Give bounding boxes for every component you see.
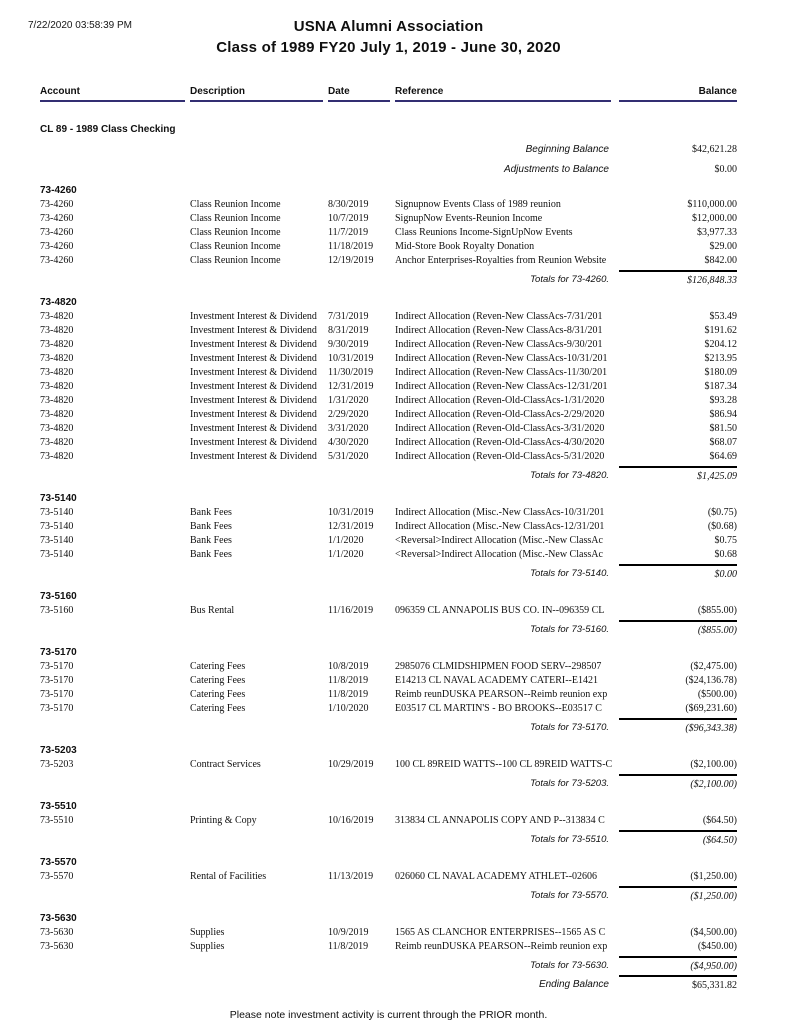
reference-cell: Signupnow Events Class of 1989 reunion [395,199,561,210]
table-row [40,255,737,269]
account-cell: 73-4820 [40,423,74,434]
account-cell: 73-4820 [40,353,74,364]
table-row [40,381,737,395]
reference-cell: Indirect Allocation (Reven-New ClassAcs-9/30/201 [395,339,603,350]
amount-cell: ($24,136.78) [685,675,737,686]
section-totals-row [40,718,737,735]
account-cell: 73-5170 [40,689,74,700]
table-row [40,311,737,325]
reference-cell: Indirect Allocation (Reven-Old-ClassAcs-1/31/2020 [395,395,605,406]
table-row [40,661,737,675]
account-group-title: CL 89 - 1989 Class Checking [40,124,176,135]
section-totals-row [40,774,737,791]
table-row [40,507,737,521]
account-cell: 73-5160 [40,605,74,616]
date-cell: 10/29/2019 [328,759,374,770]
section-totals-row [40,564,737,581]
date-cell: 11/8/2019 [328,689,369,700]
amount-cell: ($450.00) [697,941,737,952]
reference-cell: Class Reunions Income-SignUpNow Events [395,227,573,238]
amount-cell: ($64.50) [702,815,737,826]
amount-cell: ($2,475.00) [690,661,737,672]
reference-cell: SignupNow Events-Reunion Income [395,213,543,224]
reference-cell: 096359 CL ANNAPOLIS BUS CO. IN--096359 CL [395,605,605,616]
amount-cell: ($855.00) [697,605,737,616]
reference-cell: Indirect Allocation (Reven-New ClassAcs-12/31/201 [395,381,608,392]
section-code-heading: 73-5570 [40,857,77,868]
amount-cell: ($69,231.60) [685,703,737,714]
reference-cell: Indirect Allocation (Reven-Old-ClassAcs-3/31/2020 [395,423,605,434]
date-cell: 8/31/2019 [328,325,369,336]
ledger-section [40,647,737,735]
description-cell: Catering Fees [190,661,246,672]
section-totals-label: Totals for 73-5160. [530,624,609,635]
amount-cell: $12,000.00 [692,213,737,224]
description-cell: Investment Interest & Dividend [190,423,317,434]
account-cell: 73-4820 [40,409,74,420]
description-cell: Bank Fees [190,549,232,560]
date-cell: 10/9/2019 [328,927,369,938]
column-header-balance: Balance [619,86,737,102]
description-cell: Class Reunion Income [190,213,281,224]
reference-cell: 1565 AS CLANCHOR ENTERPRISES--1565 AS C [395,927,606,938]
table-row [40,675,737,689]
reference-cell: Indirect Allocation (Reven-New ClassAcs-8/31/201 [395,325,603,336]
date-cell: 11/16/2019 [328,605,374,616]
description-cell: Class Reunion Income [190,227,281,238]
amount-cell: ($2,100.00) [690,759,737,770]
date-cell: 9/30/2019 [328,339,369,350]
ledger-section [40,185,737,287]
description-cell: Catering Fees [190,675,246,686]
section-totals-row [40,270,737,287]
account-cell: 73-5140 [40,521,74,532]
description-cell: Investment Interest & Dividend [190,311,317,322]
amount-cell: ($4,500.00) [690,927,737,938]
section-totals-row [40,830,737,847]
amount-cell: $842.00 [704,255,737,266]
description-cell: Bus Rental [190,605,235,616]
date-cell: 1/31/2020 [328,395,369,406]
amount-cell: $93.28 [709,395,737,406]
reference-cell: Indirect Allocation (Reven-Old-ClassAcs-5/31/2020 [395,451,605,462]
account-cell: 73-5170 [40,675,74,686]
reference-cell: <Reversal>Indirect Allocation (Misc.-New ClassAc [395,535,603,546]
reference-cell: <Reversal>Indirect Allocation (Misc.-New ClassAc [395,549,603,560]
section-totals-label: Totals for 73-5203. [530,778,609,789]
table-row [40,213,737,227]
section-totals-amount: ($855.00) [619,620,737,637]
date-cell: 11/8/2019 [328,941,369,952]
amount-cell: $53.49 [709,311,737,322]
account-cell: 73-4260 [40,213,74,224]
section-totals-label: Totals for 73-5630. [530,960,609,971]
table-row [40,367,737,381]
reference-cell: Reimb reunDUSKA PEARSON--Reimb reunion exp [395,941,608,952]
ledger-section [40,801,737,847]
section-totals-label: Totals for 73-4260. [530,274,609,285]
beginning-balance-label: Beginning Balance [525,144,609,155]
reference-cell: Anchor Enterprises-Royalties from Reunion Website [395,255,607,266]
date-cell: 10/31/2019 [328,353,374,364]
column-headers [40,86,737,102]
section-code-heading: 73-4260 [40,185,77,196]
date-cell: 10/16/2019 [328,815,374,826]
table-row [40,941,737,955]
reference-cell: Indirect Allocation (Reven-Old-ClassAcs-2/29/2020 [395,409,605,420]
description-cell: Investment Interest & Dividend [190,325,317,336]
account-cell: 73-5140 [40,507,74,518]
date-cell: 10/31/2019 [328,507,374,518]
account-cell: 73-4820 [40,451,74,462]
section-totals-row [40,886,737,903]
amount-cell: $213.95 [704,353,737,364]
column-header-account: Account [40,86,185,102]
table-row [40,871,737,885]
account-cell: 73-4820 [40,339,74,350]
amount-cell: $204.12 [704,339,737,350]
table-row [40,605,737,619]
section-totals-label: Totals for 73-5170. [530,722,609,733]
amount-cell: ($0.68) [707,521,737,532]
account-cell: 73-5570 [40,871,74,882]
table-row [40,703,737,717]
table-row [40,521,737,535]
report-header [40,14,737,56]
table-row [40,423,737,437]
table-row [40,199,737,213]
description-cell: Investment Interest & Dividend [190,367,317,378]
description-cell: Investment Interest & Dividend [190,381,317,392]
date-cell: 8/30/2019 [328,199,369,210]
amount-cell: $191.62 [704,325,737,336]
account-cell: 73-5170 [40,703,74,714]
section-totals-amount: $0.00 [619,564,737,581]
date-cell: 11/8/2019 [328,675,369,686]
amount-cell: ($1,250.00) [690,871,737,882]
section-code-heading: 73-5140 [40,493,77,504]
reference-cell: E14213 CL NAVAL ACADEMY CATERI--E1421 [395,675,598,686]
ledger-sections [40,185,737,973]
ledger-section [40,913,737,973]
description-cell: Catering Fees [190,689,246,700]
date-cell: 1/10/2020 [328,703,369,714]
section-totals-amount: $1,425.09 [619,466,737,483]
reference-cell: 100 CL 89REID WATTS--100 CL 89REID WATTS-C [395,759,613,770]
ending-balance-label: Ending Balance [538,979,609,990]
amount-cell: ($500.00) [697,689,737,700]
ledger-section [40,745,737,791]
account-cell: 73-4260 [40,241,74,252]
amount-cell: $29.00 [709,241,737,252]
beginning-balance-row [40,135,737,155]
section-totals-amount: $126,848.33 [619,270,737,287]
section-code-heading: 73-5630 [40,913,77,924]
description-cell: Class Reunion Income [190,241,281,252]
amount-cell: $187.34 [704,381,737,392]
ledger-section [40,297,737,483]
description-cell: Investment Interest & Dividend [190,451,317,462]
amount-cell: ($0.75) [707,507,737,518]
date-cell: 10/7/2019 [328,213,369,224]
table-row [40,535,737,549]
date-cell: 11/18/2019 [328,241,374,252]
account-cell: 73-4820 [40,325,74,336]
account-cell: 73-5630 [40,927,74,938]
account-cell: 73-5510 [40,815,74,826]
description-cell: Supplies [190,927,225,938]
table-row [40,241,737,255]
adjustments-label: Adjustments to Balance [503,164,609,175]
column-header-reference: Reference [395,86,611,102]
print-timestamp: 7/22/2020 03:58:39 PM [28,20,132,31]
description-cell: Bank Fees [190,507,232,518]
adjustments-row [40,155,737,175]
table-row [40,927,737,941]
description-cell: Printing & Copy [190,815,257,826]
section-totals-row [40,466,737,483]
amount-cell: $81.50 [709,423,737,434]
table-row [40,325,737,339]
amount-cell: $0.75 [714,535,737,546]
table-row [40,549,737,563]
report-title: USNA Alumni Association [293,18,484,35]
date-cell: 11/13/2019 [328,871,374,882]
section-totals-label: Totals for 73-5570. [530,890,609,901]
table-row [40,759,737,773]
amount-cell: $110,000.00 [687,199,737,210]
date-cell: 2/29/2020 [328,409,369,420]
ending-balance-row [40,975,737,995]
date-cell: 5/31/2020 [328,451,369,462]
section-code-heading: 73-5510 [40,801,77,812]
amount-cell: $86.94 [709,409,737,420]
table-row [40,689,737,703]
beginning-balance-value: $42,621.28 [692,144,737,155]
reference-cell: E03517 CL MARTIN'S - BO BROOKS--E03517 C [395,703,602,714]
account-cell: 73-4820 [40,367,74,378]
description-cell: Supplies [190,941,225,952]
description-cell: Contract Services [190,759,261,770]
table-row [40,339,737,353]
ledger-section [40,493,737,581]
description-cell: Investment Interest & Dividend [190,409,317,420]
date-cell: 1/1/2020 [328,549,364,560]
table-row [40,409,737,423]
description-cell: Investment Interest & Dividend [190,339,317,350]
reference-cell: Indirect Allocation (Misc.-New ClassAcs-12/31/201 [395,521,605,532]
description-cell: Bank Fees [190,535,232,546]
section-totals-row [40,956,737,973]
footer-note: Please note investment activity is current through the PRIOR month. [229,1009,548,1021]
description-cell: Investment Interest & Dividend [190,353,317,364]
reference-cell: 2985076 CLMIDSHIPMEN FOOD SERV--298507 [395,661,602,672]
adjustments-value: $0.00 [714,164,737,175]
description-cell: Class Reunion Income [190,199,281,210]
amount-cell: $0.68 [714,549,737,560]
ending-balance-value: $65,331.82 [619,975,737,995]
date-cell: 10/8/2019 [328,661,369,672]
account-cell: 73-4260 [40,199,74,210]
amount-cell: $3,977.33 [697,227,737,238]
amount-cell: $64.69 [709,451,737,462]
date-cell: 12/31/2019 [328,381,374,392]
date-cell: 1/1/2020 [328,535,364,546]
date-cell: 7/31/2019 [328,311,369,322]
section-code-heading: 73-5160 [40,591,77,602]
section-totals-label: Totals for 73-5510. [530,834,609,845]
ledger-section [40,857,737,903]
description-cell: Rental of Facilities [190,871,267,882]
section-totals-row [40,620,737,637]
section-code-heading: 73-5170 [40,647,77,658]
account-cell: 73-5630 [40,941,74,952]
section-code-heading: 73-5203 [40,745,77,756]
reference-cell: Indirect Allocation (Misc.-New ClassAcs-10/31/201 [395,507,605,518]
section-totals-amount: ($1,250.00) [619,886,737,903]
section-totals-amount: ($2,100.00) [619,774,737,791]
date-cell: 3/31/2020 [328,423,369,434]
account-cell: 73-5140 [40,549,74,560]
date-cell: 4/30/2020 [328,437,369,448]
account-cell: 73-4820 [40,437,74,448]
table-row [40,395,737,409]
account-cell: 73-5203 [40,759,74,770]
reference-cell: Indirect Allocation (Reven-New ClassAcs-11/30/201 [395,367,608,378]
section-totals-amount: ($96,343.38) [619,718,737,735]
reference-cell: Mid-Store Book Royalty Donation [395,241,535,252]
date-cell: 11/30/2019 [328,367,374,378]
description-cell: Catering Fees [190,703,246,714]
reference-cell: Indirect Allocation (Reven-New ClassAcs-7/31/201 [395,311,603,322]
section-totals-label: Totals for 73-4820. [530,470,609,481]
account-cell: 73-5140 [40,535,74,546]
date-cell: 11/7/2019 [328,227,369,238]
amount-cell: $180.09 [704,367,737,378]
description-cell: Bank Fees [190,521,232,532]
column-header-date: Date [328,86,390,102]
reference-cell: Indirect Allocation (Reven-Old-ClassAcs-4/30/2020 [395,437,605,448]
account-cell: 73-4820 [40,311,74,322]
date-cell: 12/19/2019 [328,255,374,266]
date-cell: 12/31/2019 [328,521,374,532]
reference-cell: 313834 CL ANNAPOLIS COPY AND P--313834 C [395,815,605,826]
section-totals-amount: ($4,950.00) [619,956,737,973]
account-cell: 73-4260 [40,255,74,266]
table-row [40,451,737,465]
section-totals-amount: ($64.50) [619,830,737,847]
section-totals-label: Totals for 73-5140. [530,568,609,579]
reference-cell: Indirect Allocation (Reven-New ClassAcs-10/31/201 [395,353,608,364]
description-cell: Investment Interest & Dividend [190,437,317,448]
description-cell: Class Reunion Income [190,255,281,266]
table-row [40,227,737,241]
table-row [40,437,737,451]
account-cell: 73-4260 [40,227,74,238]
report-subtitle: Class of 1989 FY20 July 1, 2019 - June 30, 2020 [216,39,561,56]
ledger-section [40,591,737,637]
table-row [40,815,737,829]
account-cell: 73-4820 [40,395,74,406]
amount-cell: $68.07 [709,437,737,448]
section-code-heading: 73-4820 [40,297,77,308]
table-row [40,353,737,367]
account-cell: 73-4820 [40,381,74,392]
reference-cell: Reimb reunDUSKA PEARSON--Reimb reunion exp [395,689,608,700]
description-cell: Investment Interest & Dividend [190,395,317,406]
column-header-description: Description [190,86,323,102]
account-cell: 73-5170 [40,661,74,672]
reference-cell: 026060 CL NAVAL ACADEMY ATHLET--02606 [395,871,598,882]
